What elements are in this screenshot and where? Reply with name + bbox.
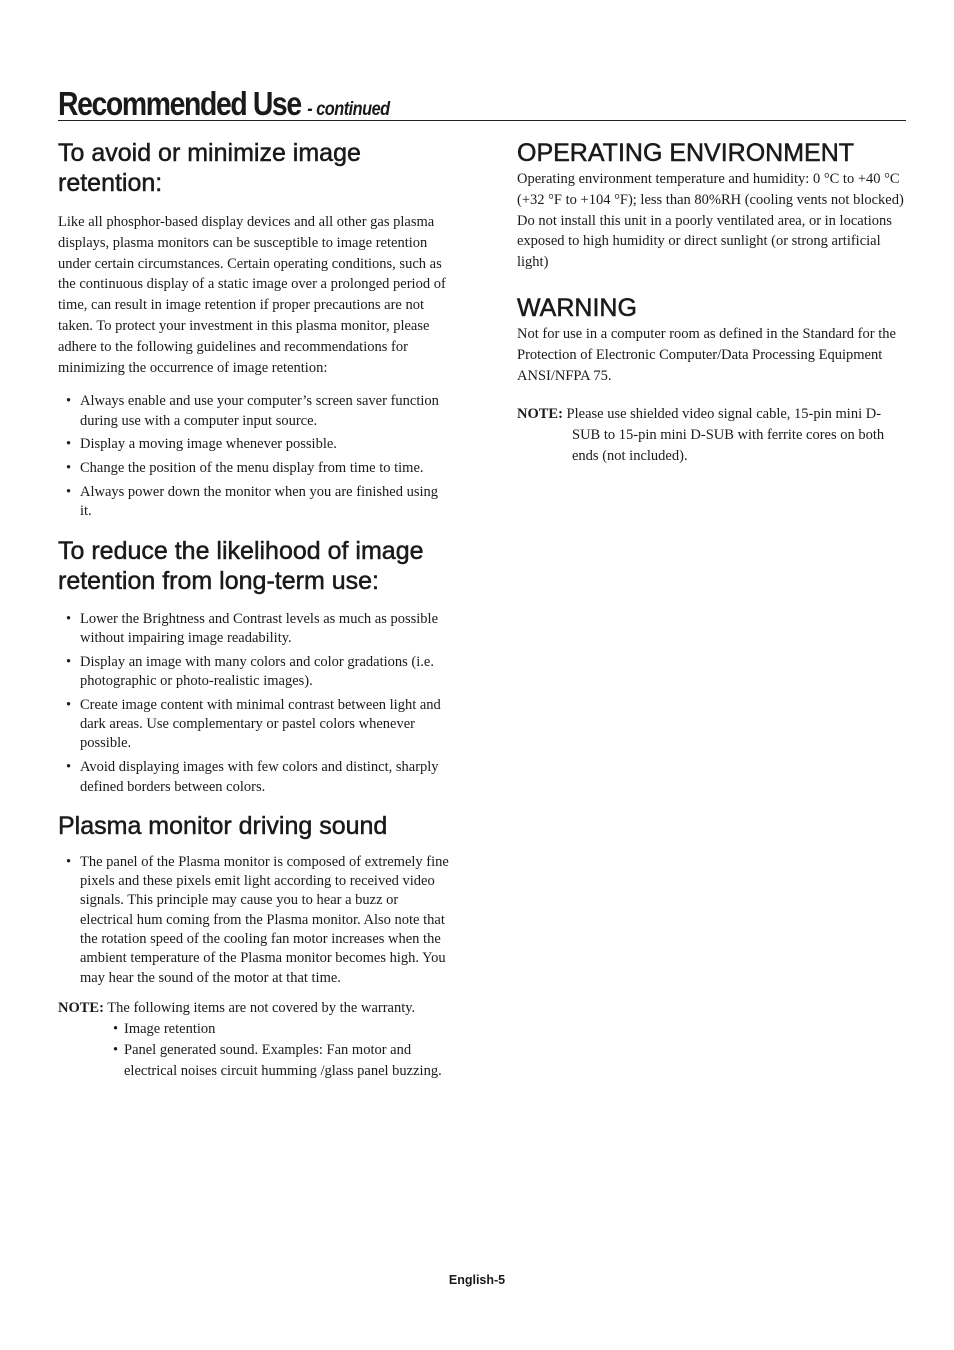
list-item: • Always enable and use your computer’s screen saver function during use with a computer input source.	[58, 392, 453, 431]
environment-paragraph: Operating environment temperature and humidity: 0 °C to +40 °C (+32 °F to +104 °F); less than 80%RH (cooling vents not blocked) Do not install this unit in a poorly ventilated area, or in locations exposed to high humidity or direct sunlight (or strong artificial light)	[517, 171, 904, 271]
left-column	[58, 138, 453, 1082]
list-item: • Change the position of the menu display from time to time.	[58, 459, 453, 478]
section-heading-sound: Plasma monitor driving sound	[58, 811, 388, 840]
note-label: NOTE:	[517, 406, 563, 423]
list-item: • The panel of the Plasma monitor is composed of extremely fine pixels and these pixels emit light according to received video signals. This principle may cause you to hear a buzz or electrical hum coming from the Plasma monitor. Also note that the rotation speed of the cooling fan motor increases when the ambient temperature of the Plasma monitor becomes high. You may hear the sound of the motor at that time.	[58, 853, 453, 988]
longterm-bullet-list	[58, 610, 453, 797]
warning-paragraph: Not for use in a computer room as defined in the Standard for the Protection of Electronic Computer/Data Processing Equipment ANSI/NFPA 75.	[517, 325, 896, 384]
note-text: The following items are not covered by the warranty.	[107, 999, 416, 1016]
cable-note	[517, 404, 907, 467]
list-item: • Avoid displaying images with few colors and distinct, sharply defined borders between colors.	[58, 758, 453, 797]
note-label: NOTE:	[58, 999, 104, 1016]
page-title	[58, 85, 390, 123]
retention-bullet-list	[58, 392, 453, 521]
page-title-continued: - continued	[307, 99, 390, 120]
retention-intro-paragraph: Like all phosphor-based display devices and all other gas plasma displays, plasma monitors can be susceptible to image retention under certain circumstances. Certain operating conditions, such as the continuous display of a static image over a prolonged period of time, can result in image retention if proper precautions are not taken. To protect your investment in this plasma monitor, please adhere to the following guidelines and recommendations for minimizing the occurrence of image retention:	[58, 214, 446, 376]
warranty-note	[58, 998, 453, 1082]
list-item: • Image retention	[113, 1020, 216, 1037]
note-text: Please use shielded video signal cable, 15-pin mini D-SUB to 15-pin mini D-SUB with ferrite cores on both ends (not included).	[566, 406, 885, 465]
list-item: • Display an image with many colors and color gradations (i.e. photographic or photo-realistic images).	[58, 653, 453, 692]
list-item: • Display a moving image whenever possible.	[58, 435, 453, 454]
list-item: • Lower the Brightness and Contrast levels as much as possible without impairing image readability.	[58, 610, 453, 649]
list-item: • Panel generated sound. Examples: Fan motor and electrical noises circuit humming /glass panel buzzing.	[113, 1041, 442, 1079]
sound-bullet-list	[58, 853, 453, 988]
list-item: • Create image content with minimal contrast between light and dark areas. Use complementary or pastel colors whenever possible.	[58, 696, 453, 754]
section-heading-environment: OPERATING ENVIRONMENT	[517, 139, 855, 167]
page-title-main: Recommended Use	[58, 85, 301, 122]
section-heading-warning: WARNING	[517, 293, 637, 322]
right-column	[517, 138, 907, 467]
section-heading-retention: To avoid or minimize image retention:	[58, 139, 361, 197]
page-number: English-5	[448, 1273, 506, 1287]
list-item: • Always power down the monitor when you are finished using it.	[58, 483, 453, 522]
section-heading-longterm: To reduce the likelihood of image retention from long-term use:	[58, 536, 424, 595]
page-header	[58, 84, 906, 121]
note-item-list	[58, 1019, 453, 1082]
